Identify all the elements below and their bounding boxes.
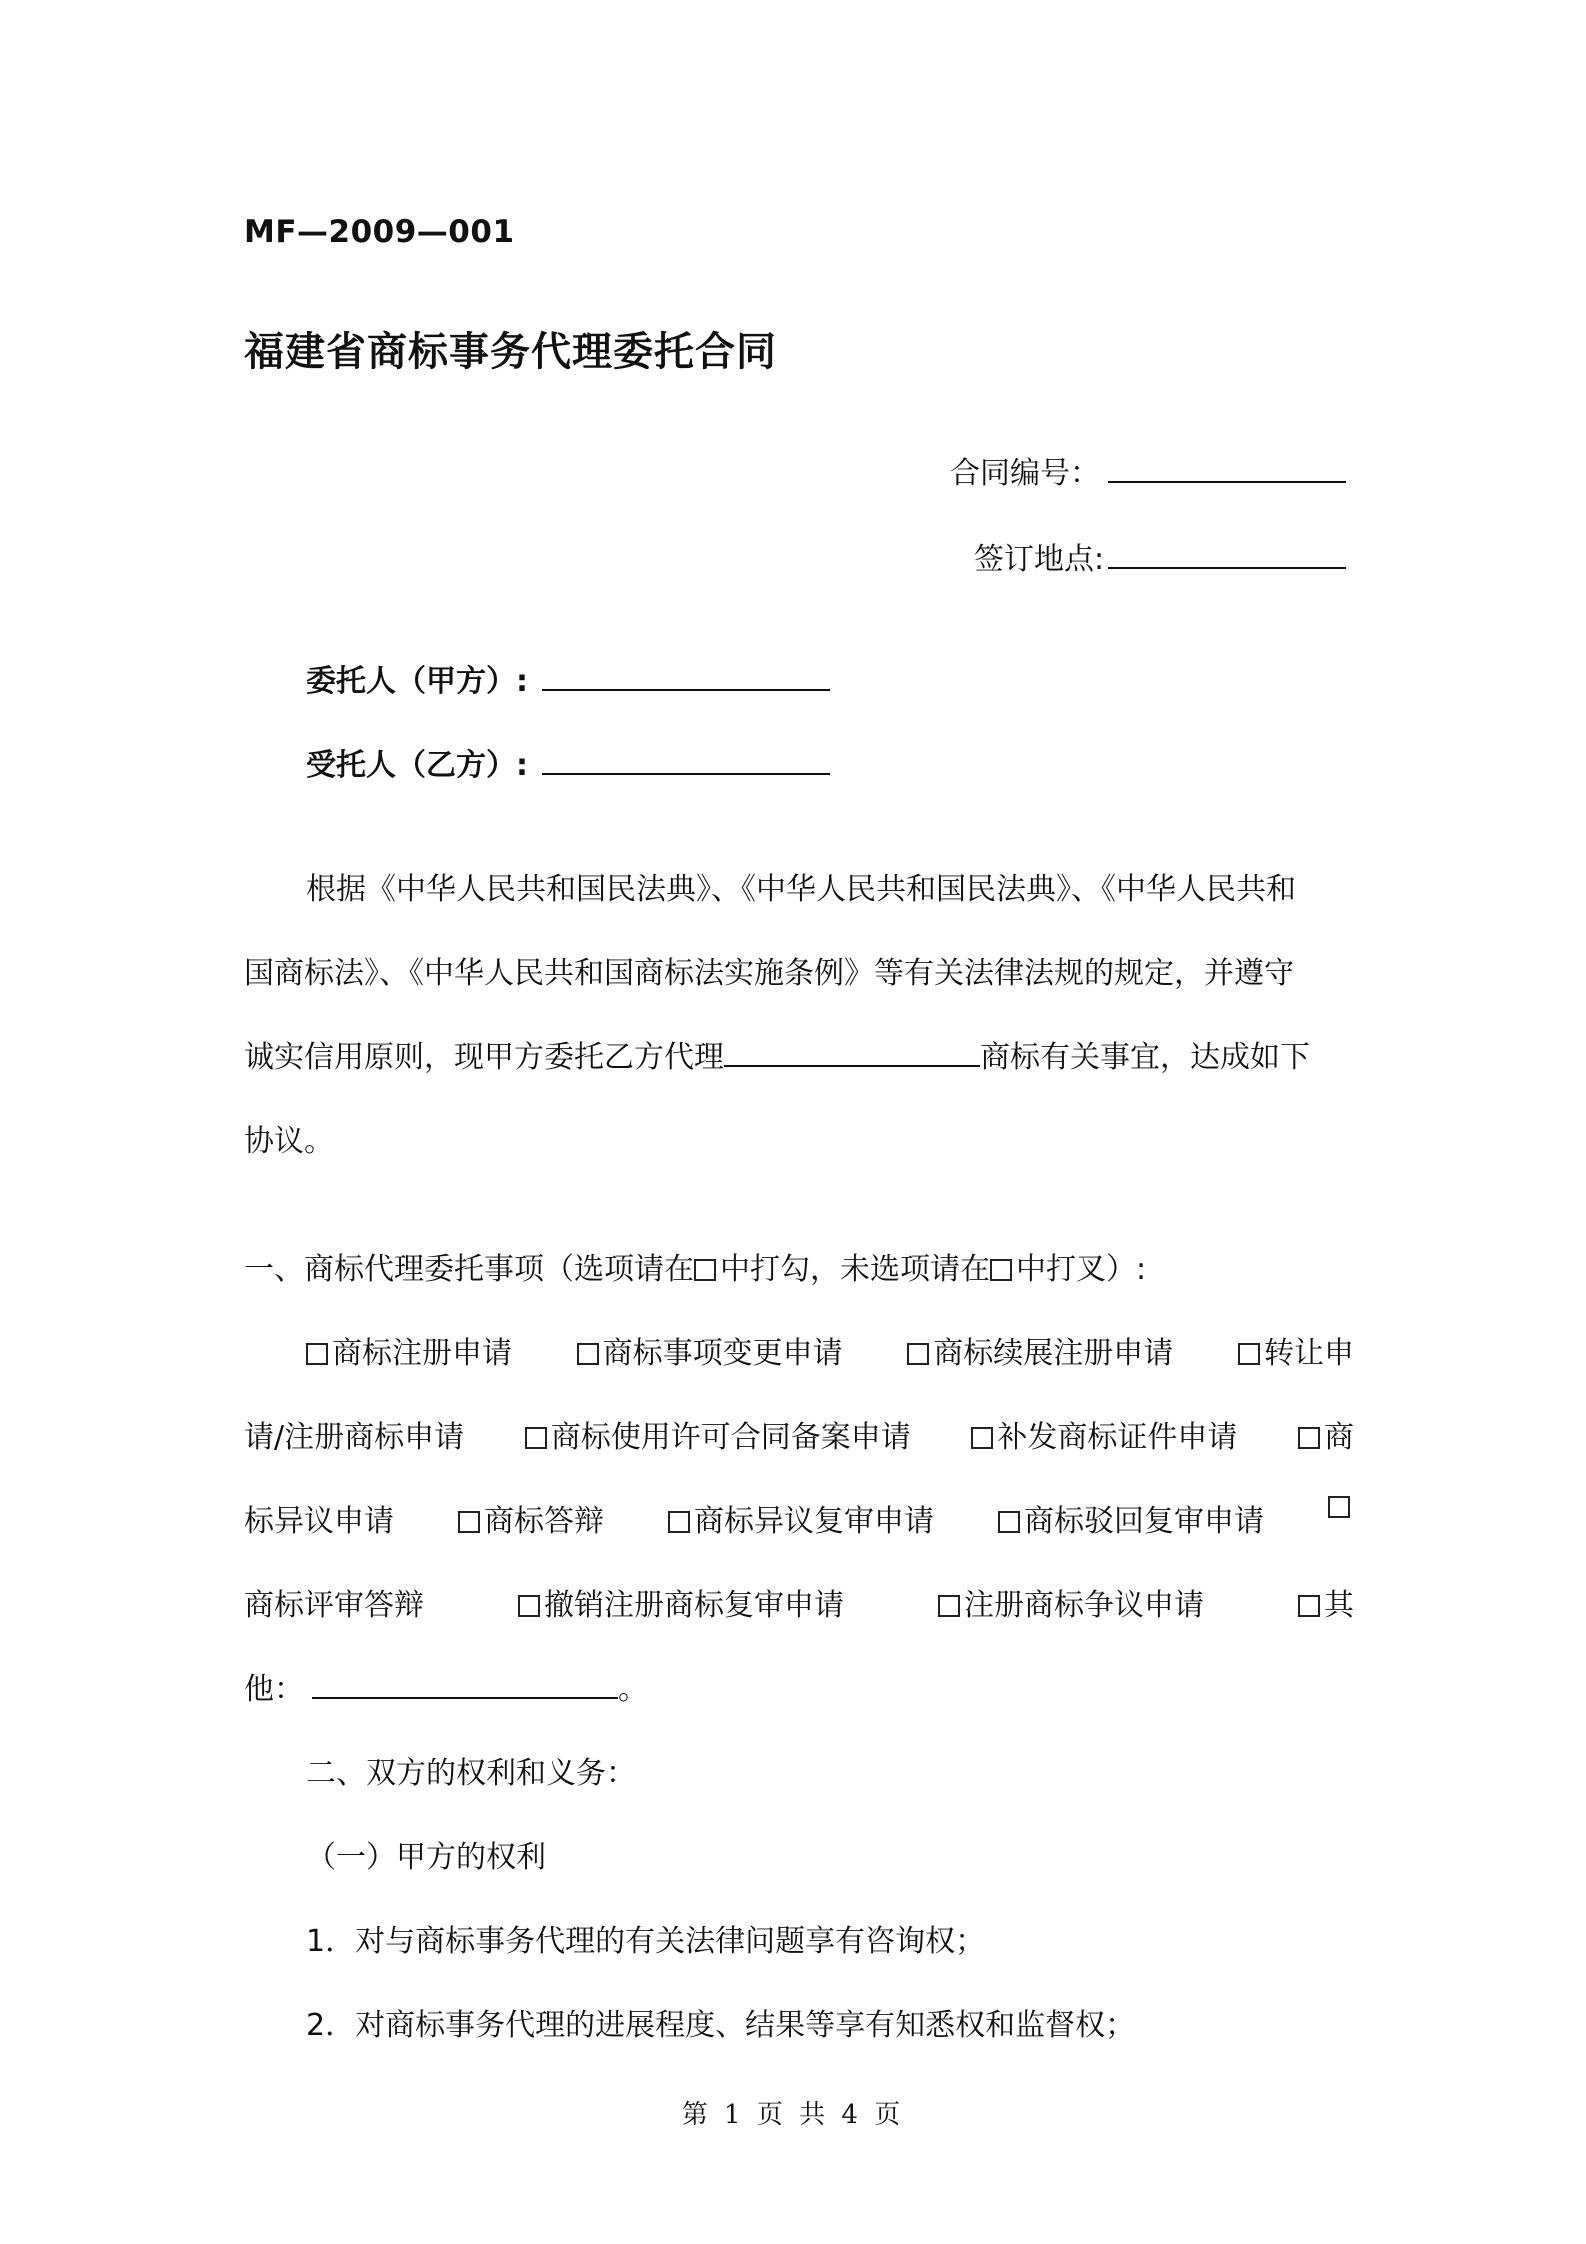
option-item[interactable] (907, 1328, 1173, 1372)
contract-no-field (950, 448, 1346, 492)
document-code: MF—2009—001 (244, 214, 515, 250)
checkbox-sample-icon (990, 1259, 1012, 1281)
option-item[interactable] (668, 1496, 934, 1540)
option-label: 转让申 (1263, 1336, 1354, 1371)
option-item[interactable] (998, 1496, 1264, 1540)
party-a-field (306, 656, 830, 700)
option-label: 商 (1323, 1420, 1354, 1455)
options-row-3 (244, 1496, 1354, 1540)
checkbox[interactable] (1328, 1496, 1350, 1518)
checkbox[interactable] (1298, 1595, 1320, 1617)
checkbox[interactable] (577, 1343, 599, 1365)
option-item[interactable] (525, 1412, 911, 1456)
party-b-blank[interactable] (542, 772, 830, 775)
options-row-1 (306, 1328, 1354, 1372)
section-1-heading-c: 中打叉）: (1016, 1252, 1147, 1287)
option-label: 商标驳回复审申请 (1024, 1504, 1264, 1539)
sign-place-blank[interactable] (1108, 566, 1346, 569)
option-label: 请/注册商标申请 (244, 1420, 465, 1455)
option-label: 商标异议复审申请 (694, 1504, 934, 1539)
option-label: 商标答辩 (484, 1504, 604, 1539)
trademark-blank[interactable] (724, 1064, 980, 1067)
intro-line-3a: 诚实信用原则，现甲方委托乙方代理 (244, 1040, 724, 1075)
option-label: 商标评审答辩 (244, 1588, 424, 1623)
section-2-item-1: 1．对与商标事务代理的有关法律问题享有咨询权； (306, 1924, 986, 1959)
option-label: 商标使用许可合同备案申请 (550, 1420, 911, 1455)
checkbox[interactable] (971, 1427, 993, 1449)
checkbox[interactable] (1298, 1427, 1320, 1449)
checkbox[interactable] (306, 1343, 328, 1365)
options-row-2 (244, 1412, 1354, 1456)
option-label: 撤销注册商标复审申请 (544, 1588, 844, 1623)
party-b-field (306, 740, 830, 784)
option-label: 其 (1324, 1588, 1354, 1623)
intro-line-4: 协议。 (244, 1124, 334, 1159)
option-item[interactable] (458, 1496, 604, 1540)
checkbox[interactable] (938, 1595, 960, 1617)
checkbox-sample-icon (694, 1259, 716, 1281)
options-row-5 (244, 1664, 648, 1708)
option-item[interactable] (938, 1580, 1204, 1624)
intro-line-3b: 商标有关事宜，达成如下 (980, 1040, 1310, 1075)
checkbox[interactable] (668, 1511, 690, 1533)
contract-no-blank[interactable] (1108, 480, 1346, 483)
party-a-blank[interactable] (542, 688, 830, 691)
section-1-heading (244, 1244, 1146, 1288)
intro-line-1: 根据《中华人民共和国民法典》、《中华人民共和国民法典》、《中华人民共和 (306, 872, 1296, 907)
intro-line-2: 国商标法》、《中华人民共和国商标法实施条例》等有关法律法规的规定，并遵守 (244, 956, 1294, 991)
option-label: 商标注册申请 (332, 1336, 512, 1371)
option-label: 商标续展注册申请 (933, 1336, 1174, 1371)
option-item[interactable] (518, 1580, 844, 1624)
section-1-heading-a: 一、商标代理委托事项（选项请在 (244, 1252, 694, 1287)
checkbox[interactable] (458, 1511, 480, 1533)
checkbox[interactable] (1238, 1343, 1260, 1365)
section-1-heading-b: 中打勾，未选项请在 (720, 1252, 990, 1287)
sign-place-label: 签订地点: (974, 542, 1105, 577)
other-blank[interactable] (312, 1696, 618, 1699)
option-label: 标异议申请 (244, 1504, 394, 1539)
option-item[interactable] (306, 1328, 512, 1372)
checkbox[interactable] (525, 1427, 547, 1449)
section-2-item-2: 2．对商标事务代理的进展程度、结果等享有知悉权和监督权； (306, 2008, 1136, 2043)
checkbox[interactable] (907, 1343, 929, 1365)
section-2-sub-1: （一）甲方的权利 (306, 1840, 546, 1875)
party-b-label: 受托人（乙方）: (306, 748, 528, 783)
party-a-label: 委托人（甲方）: (306, 664, 528, 699)
checkbox[interactable] (518, 1595, 540, 1617)
option-label: 他： (244, 1672, 304, 1707)
option-item[interactable] (1298, 1580, 1354, 1624)
sign-place-field (974, 534, 1346, 578)
option-item[interactable] (1238, 1328, 1354, 1372)
section-2-heading: 二、双方的权利和义务： (306, 1756, 636, 1791)
option-label: 注册商标争议申请 (964, 1588, 1204, 1623)
option-label: 商标事项变更申请 (602, 1336, 843, 1371)
option-label: 补发商标证件申请 (997, 1420, 1238, 1455)
contract-no-label: 合同编号： (950, 456, 1100, 491)
option-item[interactable] (577, 1328, 843, 1372)
page-footer: 第 1 页 共 4 页 (681, 2100, 905, 2130)
option-item[interactable] (971, 1412, 1237, 1456)
intro-line-3 (244, 1032, 1310, 1076)
document-title: 福建省商标事务代理委托合同 (244, 329, 777, 375)
option-label: 。 (618, 1672, 648, 1707)
option-item[interactable] (1298, 1412, 1354, 1456)
options-row-4 (244, 1580, 1354, 1624)
checkbox[interactable] (998, 1511, 1020, 1533)
